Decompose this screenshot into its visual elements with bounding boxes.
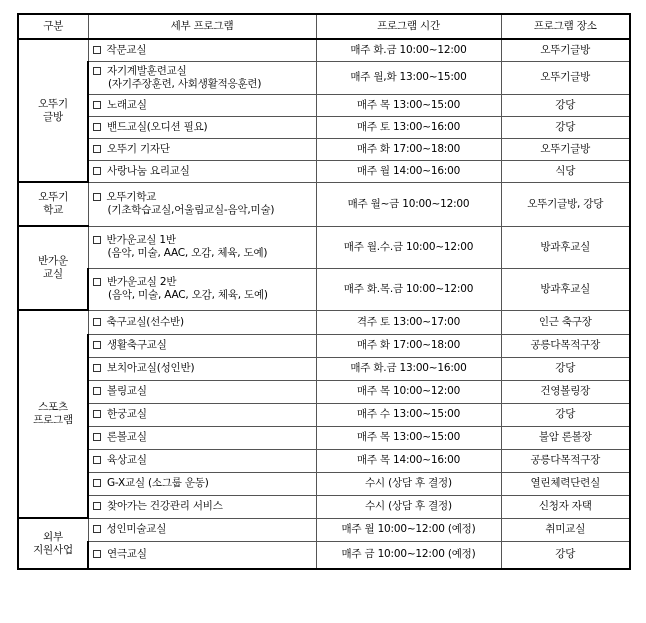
program-name: 연극교실 <box>107 548 147 561</box>
program-time: 매주 화.금 10:00~12:00 <box>316 39 501 61</box>
program-cell <box>88 182 316 226</box>
program-cell <box>88 334 316 357</box>
program-place: 방과후교실 <box>501 268 630 310</box>
program-time: 격주 토 13:00~17:00 <box>316 310 501 334</box>
program-time: 매주 월 14:00~16:00 <box>316 160 501 182</box>
header-row <box>18 14 630 39</box>
program-cell <box>88 357 316 380</box>
program-place: 강당 <box>501 94 630 116</box>
program-name: 보치아교실(성인반) <box>107 362 195 374</box>
program-cell <box>88 426 316 449</box>
table-row <box>18 39 630 61</box>
checkbox-icon[interactable] <box>93 479 101 487</box>
program-detail: (음악, 미술, AAC, 오감, 체육, 도예) <box>108 289 268 301</box>
program-name: 볼링교실 <box>107 385 147 397</box>
checkbox-icon[interactable] <box>93 550 101 558</box>
program-place: 식당 <box>501 160 630 182</box>
program-place: 오뚜기글방 <box>501 39 630 61</box>
program-cell <box>88 61 316 94</box>
table-row <box>18 182 630 226</box>
program-time: 매주 화 17:00~18:00 <box>316 334 501 357</box>
program-time: 수시 (상담 후 결정) <box>316 472 501 495</box>
program-time: 매주 월,화 13:00~15:00 <box>316 61 501 94</box>
checkbox-icon[interactable] <box>93 145 101 153</box>
program-detail: (기초학습교실,어울림교실-음악,미술) <box>107 204 275 216</box>
program-cell <box>88 380 316 403</box>
program-place: 인근 축구장 <box>501 310 630 334</box>
program-time: 매주 금 10:00~12:00 (예정) <box>316 541 501 569</box>
program-place: 강당 <box>501 403 630 426</box>
program-cell <box>88 160 316 182</box>
program-cell <box>88 541 316 569</box>
program-time: 매주 화.금 13:00~16:00 <box>316 357 501 380</box>
checkbox-icon[interactable] <box>93 341 101 349</box>
program-name: 한궁교실 <box>107 408 147 420</box>
table-row <box>18 310 630 334</box>
program-name: G-X교실 (소그룹 운동) <box>107 477 209 489</box>
program-name: 사랑나눔 요리교실 <box>107 164 190 177</box>
program-detail: (자기주장훈련, 사회생활적응훈련) <box>108 77 262 90</box>
program-place: 열린체력단련실 <box>501 472 630 495</box>
program-cell <box>88 116 316 138</box>
program-name: 오뚜기 기자단 <box>107 142 170 155</box>
program-cell <box>88 138 316 160</box>
category-cell <box>18 310 88 518</box>
checkbox-icon[interactable] <box>93 387 101 395</box>
checkbox-icon[interactable] <box>93 410 101 418</box>
program-cell <box>88 94 316 116</box>
program-time: 매주 화 17:00~18:00 <box>316 138 501 160</box>
program-name: 반가운교실 2반 <box>107 276 177 288</box>
program-name: 오뚜기학교 <box>106 191 157 203</box>
category-label: 외부 <box>43 530 63 543</box>
program-cell <box>88 226 316 268</box>
table-row <box>18 541 630 569</box>
checkbox-icon[interactable] <box>93 278 101 286</box>
checkbox-icon[interactable] <box>93 123 101 131</box>
program-place: 강당 <box>501 116 630 138</box>
program-place: 강당 <box>501 541 630 569</box>
program-name: 작문교실 <box>106 43 147 56</box>
program-place: 공릉다목적구장 <box>501 334 630 357</box>
program-cell <box>88 472 316 495</box>
program-time: 매주 월 10:00~12:00 (예정) <box>316 518 501 541</box>
checkbox-icon[interactable] <box>93 236 101 244</box>
checkbox-icon[interactable] <box>93 193 101 201</box>
program-time: 매주 수 13:00~15:00 <box>316 403 501 426</box>
checkbox-icon[interactable] <box>93 46 101 54</box>
category-label: 오뚜기 <box>38 97 68 110</box>
program-cell <box>88 268 316 310</box>
table-row <box>18 357 630 380</box>
checkbox-icon[interactable] <box>93 318 101 326</box>
checkbox-icon[interactable] <box>93 67 101 75</box>
category-label: 교실 <box>43 268 63 280</box>
checkbox-icon[interactable] <box>93 433 101 441</box>
program-place: 건영볼링장 <box>501 380 630 403</box>
category-label: 오뚜기 <box>38 191 69 203</box>
program-table <box>17 13 631 570</box>
table-row <box>18 138 630 160</box>
checkbox-icon[interactable] <box>93 167 101 175</box>
table-row <box>18 160 630 182</box>
category-cell <box>18 226 88 310</box>
program-cell <box>88 518 316 541</box>
program-cell <box>88 495 316 518</box>
program-place: 신청자 자택 <box>501 495 630 518</box>
table-row <box>18 334 630 357</box>
table-row <box>18 268 630 310</box>
program-place: 오뚜기글방 <box>501 61 630 94</box>
program-cell <box>88 39 316 61</box>
program-place: 방과후교실 <box>501 226 630 268</box>
table-row <box>18 495 630 518</box>
program-time: 매주 목 14:00~16:00 <box>316 449 501 472</box>
program-time: 수시 (상담 후 결정) <box>316 495 501 518</box>
program-place: 오뚜기글방, 강당 <box>501 182 630 226</box>
program-name: 노래교실 <box>107 98 147 111</box>
program-name: 생활축구교실 <box>107 339 167 351</box>
header-time: 프로그램 시간 <box>316 14 501 39</box>
category-label: 반가운 <box>38 255 68 267</box>
program-place: 불암 론볼장 <box>501 426 630 449</box>
program-cell <box>88 449 316 472</box>
table-row <box>18 449 630 472</box>
program-place: 공릉다목적구장 <box>501 449 630 472</box>
header-category: 구분 <box>18 14 88 39</box>
category-label: 프로그램 <box>33 414 73 426</box>
table-row <box>18 226 630 268</box>
program-cell <box>88 310 316 334</box>
category-label: 스포츠 <box>38 401 68 413</box>
checkbox-icon[interactable] <box>93 456 101 464</box>
table-row <box>18 116 630 138</box>
category-label: 글방 <box>43 110 63 123</box>
category-label: 학교 <box>43 204 64 216</box>
header-program: 세부 프로그램 <box>88 14 316 39</box>
program-name: 성인미술교실 <box>106 523 167 535</box>
program-time: 매주 월~금 10:00~12:00 <box>316 182 501 226</box>
program-name: 반가운교실 1반 <box>106 234 176 246</box>
program-place: 오뚜기글방 <box>501 138 630 160</box>
category-label: 지원사업 <box>33 543 73 556</box>
program-time: 매주 목 10:00~12:00 <box>316 380 501 403</box>
checkbox-icon[interactable] <box>93 364 101 372</box>
program-name: 육상교실 <box>107 454 147 466</box>
checkbox-icon[interactable] <box>93 525 101 533</box>
program-place: 취미교실 <box>501 518 630 541</box>
table-row <box>18 94 630 116</box>
table-row <box>18 472 630 495</box>
table-row <box>18 518 630 541</box>
program-time: 매주 토 13:00~16:00 <box>316 116 501 138</box>
program-name: 축구교실(선수반) <box>106 315 184 328</box>
table-row <box>18 380 630 403</box>
program-time: 매주 월.수.금 10:00~12:00 <box>316 226 501 268</box>
program-name: 자기계발훈련교실 <box>107 64 187 77</box>
program-time: 매주 화.목.금 10:00~12:00 <box>316 268 501 310</box>
header-place: 프로그램 장소 <box>501 14 630 39</box>
program-name: 밴드교실(오디션 필요) <box>107 120 208 133</box>
program-place: 강당 <box>501 357 630 380</box>
category-cell <box>18 518 88 569</box>
checkbox-icon[interactable] <box>93 101 101 109</box>
category-cell <box>18 182 88 226</box>
program-name: 론볼교실 <box>107 431 147 443</box>
table-row <box>18 61 630 94</box>
program-detail: (음악, 미술, AAC, 오감, 체육, 도예) <box>107 247 268 259</box>
program-cell <box>88 403 316 426</box>
program-time: 매주 목 13:00~15:00 <box>316 94 501 116</box>
program-time: 매주 목 13:00~15:00 <box>316 426 501 449</box>
checkbox-icon[interactable] <box>93 502 101 510</box>
category-cell <box>18 39 88 182</box>
table-row <box>18 403 630 426</box>
table-row <box>18 426 630 449</box>
program-name: 찾아가는 건강관리 서비스 <box>107 500 223 512</box>
